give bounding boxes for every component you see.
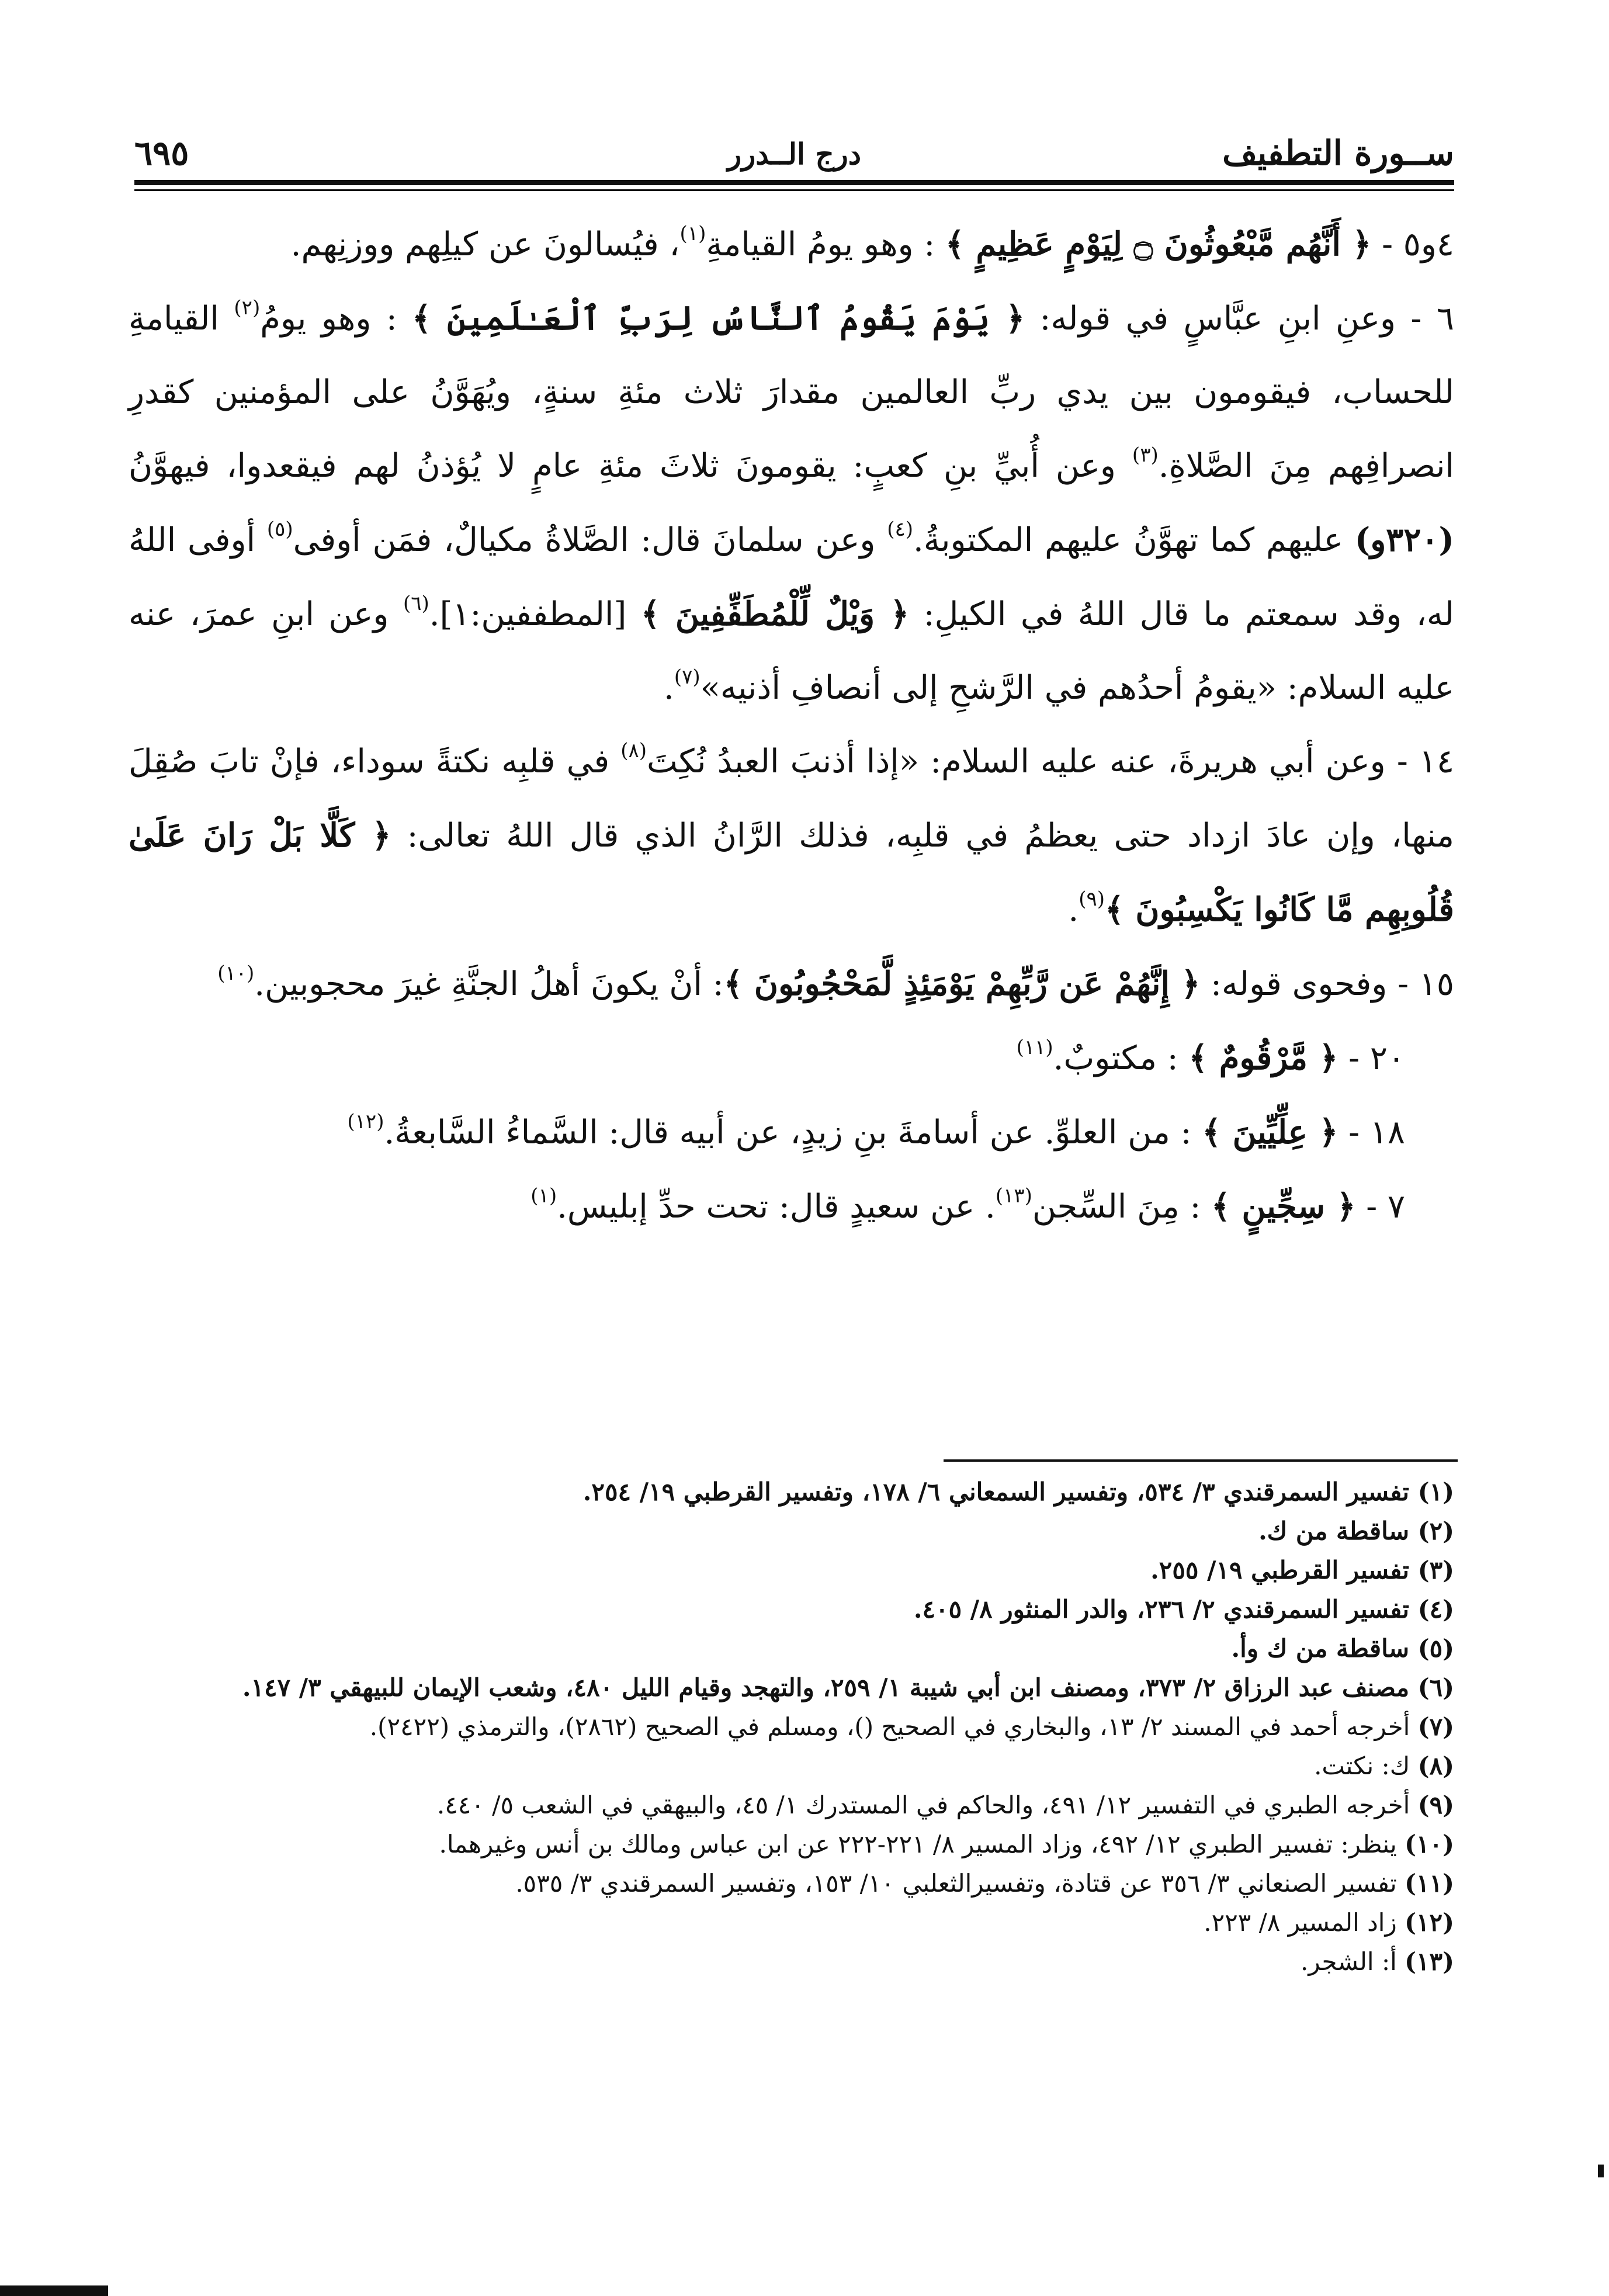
- text: : أنْ يكونَ أهلُ الجنَّةِ غيرَ محجوبين.: [254, 965, 724, 1003]
- text: وعن سلمانَ قال: الصَّلاةُ مكيالٌ، فمَن أوفى: [293, 521, 887, 559]
- footnote-ref: (٧): [674, 665, 701, 689]
- text: أوفى اللهُ له، وقد سمعتم ما قال اللهُ في الكيلِ:: [129, 521, 1454, 633]
- surah-title: ســورة التطفيف: [1222, 133, 1454, 173]
- verse-number: ١٤ -: [1385, 743, 1455, 781]
- quran-quote: ﴿ وَيْلٌ لِّلْمُطَفِّفِينَ ﴾: [640, 595, 910, 633]
- footnote-ref: (٣): [1132, 443, 1159, 467]
- paragraph-7: [129, 1170, 1454, 1244]
- footnotes: [129, 1472, 1454, 1981]
- text: عليهم كما تهوَّنُ عليهم المكتوبةُ.: [913, 521, 1355, 559]
- text: : من العلوِّ. عن أسامةَ بنِ زيدٍ، عن أبيه قال: السَّماءُ السَّابعةُ.: [384, 1114, 1202, 1152]
- text: وعن أُبيِّ بنِ كعبٍ: يقومونَ ثلاثَ مئةِ عامٍ لا يُؤذنُ لهم فيقعدوا، فيهوَّنُ: [129, 447, 1132, 485]
- text: : وهو يومُ: [260, 300, 412, 338]
- text: : مِنَ السِّجن: [1032, 1188, 1212, 1226]
- footnote-text: أ: الشجر.: [1301, 1947, 1405, 1976]
- footnote-number: (٦): [1417, 1673, 1454, 1702]
- text: وعنِ ابنِ عبَّاسٍ في قوله:: [1025, 300, 1396, 338]
- header-rule-thick: [134, 180, 1454, 185]
- footnote-number: (١): [1417, 1478, 1454, 1506]
- text: . عن سعيدٍ قال: تحت حدِّ إبليس.: [557, 1188, 996, 1226]
- text: القيامةِ للحساب، فيقومون بين يدي ربِّ العالمين مقدارَ ثلاث مئةِ سنةٍ، ويُهَوَّنُ على المؤمنين كقدرِ انصرافِهم مِنَ الصَّلاةِ.: [129, 300, 1454, 485]
- footnote-number: (٣): [1417, 1556, 1454, 1584]
- text: .: [1068, 891, 1079, 929]
- footnote-text: تفسير القرطبي ١٩/ ٢٥٥.: [1150, 1556, 1418, 1584]
- footnote-ref: (١٢): [347, 1110, 384, 1133]
- footnote-item: [129, 1472, 1454, 1511]
- footnote-ref: (٦): [403, 592, 429, 615]
- footnote-number: (٨): [1417, 1752, 1454, 1780]
- footnote-item: [129, 1551, 1454, 1590]
- quran-quote: ﴿ إِنَّهُمْ عَن رَّبِّهِمْ يَوْمَئِذٍ لَّمَحْجُوبُونَ ﴾: [723, 965, 1201, 1003]
- footnote-number: (٤): [1417, 1595, 1454, 1624]
- verse-number: ٦ -: [1396, 300, 1454, 338]
- text: وعن أبي هريرةَ، عنه عليه السلام: «إذا أذنبَ العبدُ نُكِتَ: [647, 743, 1386, 781]
- quran-quote: ﴿ يَوْمَ يَقُومُ ٱلنَّاسُ لِرَبِّ ٱلْعَـٰلَمِينَ ﴾: [412, 299, 1025, 338]
- verse-number: ٤و٥ -: [1371, 226, 1454, 263]
- footnote-item: [129, 1511, 1454, 1551]
- footnote-number: (١٠): [1405, 1830, 1454, 1858]
- footnote-item: [129, 1785, 1454, 1825]
- book-title: درج الــدرر: [727, 137, 862, 171]
- footnote-ref: (٥): [266, 518, 293, 541]
- text: وعن ابنِ عمرَ، عنه عليه السلام: «يقومُ أحدُهم في الرَّشحِ إلى أنصافِ أذنيه»: [129, 595, 1454, 707]
- paragraph-6: [129, 1095, 1454, 1170]
- verse-number: ١٥ -: [1387, 965, 1454, 1003]
- quran-quote: ﴿ أَنَّهُم مَّبْعُوثُونَ ۝ لِيَوْمٍ عَظِيمٍ ﴾: [945, 225, 1372, 263]
- quran-quote: ﴿ سِجِّينٍ ﴾: [1211, 1187, 1356, 1226]
- footnote-item: [129, 1668, 1454, 1707]
- footnote-text: أخرجه الطبري في التفسير ١٢/ ٤٩١، والحاكم في المستدرك ١/ ٤٥، والبيهقي في الشعب ٥/ ٤٤٠.: [436, 1791, 1418, 1819]
- footnote-number: (٥): [1417, 1634, 1454, 1663]
- verse-number: ١٨ -: [1338, 1114, 1405, 1152]
- paragraph-5: [129, 1021, 1454, 1095]
- footnote-item: [129, 1825, 1454, 1864]
- footnote-number: (١٣): [1405, 1947, 1454, 1976]
- footnote-text: مصنف عبد الرزاق ٢/ ٣٧٣، ومصنف ابن أبي شيبة ١/ ٢٥٩، والتهجد وقيام الليل ٤٨٠، وشعب الإيمان للبيهقي ٣/ ١٤٧.: [242, 1673, 1418, 1702]
- text: ، فيُسالونَ عن كيلِهم ووزنِهم.: [290, 226, 680, 263]
- footnote-ref: (٢): [234, 296, 261, 320]
- footnote-text: ك: نكتت.: [1314, 1752, 1418, 1780]
- footnote-ref: (١): [530, 1184, 557, 1208]
- footnote-item: [129, 1903, 1454, 1942]
- footnote-ref: (٩): [1079, 887, 1105, 911]
- footnote-text: تفسير السمرقندي ٢/ ٢٣٦، والدر المنثور ٨/ ٤٠٥.: [913, 1595, 1418, 1624]
- footnote-text: ساقطة من ك.: [1258, 1517, 1418, 1545]
- footnote-text: زاد المسير ٨/ ٢٢٣.: [1204, 1908, 1405, 1937]
- footnote-item: [129, 1629, 1454, 1668]
- text: : مكتوبٌ.: [1053, 1039, 1189, 1077]
- footnote-text: ساقطة من ك وأ.: [1231, 1634, 1418, 1663]
- page-number: ٦٩٥: [134, 133, 189, 173]
- paragraph-4: [129, 947, 1454, 1021]
- footnote-item: [129, 1864, 1454, 1903]
- quran-quote: ﴿ عِلِّيِّينَ ﴾: [1202, 1113, 1338, 1152]
- footnote-ref: (١١): [1016, 1036, 1053, 1059]
- paragraph-2: [129, 282, 1454, 725]
- footnote-text: تفسير السمرقندي ٣/ ٥٣٤، وتفسير السمعاني ٦/ ١٧٨، وتفسير القرطبي ١٩/ ٢٥٤.: [582, 1478, 1418, 1506]
- text: : وهو يومُ القيامةِ: [706, 226, 946, 263]
- folio-marker: (٣٢٠و): [1354, 521, 1454, 559]
- footnote-item: [129, 1942, 1454, 1981]
- verse-number: ٧ -: [1355, 1188, 1405, 1226]
- text: [المطففين:١].: [429, 595, 641, 633]
- scan-mark: [1598, 2165, 1604, 2177]
- footnote-text: ينظر: تفسير الطبري ١٢/ ٤٩٢، وزاد المسير ٨/ ٢٢١-٢٢٢ عن ابن عباس ومالك بن أنس وغيرهما.: [439, 1830, 1405, 1858]
- running-header: [134, 133, 1454, 174]
- scan-mark: [0, 2285, 108, 2296]
- footnote-ref: (٤): [887, 518, 914, 541]
- footnote-number: (١٢): [1405, 1908, 1454, 1937]
- header-rule-thin: [134, 189, 1454, 191]
- footnote-text: أخرجه أحمد في المسند ٢/ ١٣، والبخاري في الصحيح ()، ومسلم في الصحيح (٢٨٦٢)، والترمذي (٢٤٢٢).: [369, 1712, 1418, 1741]
- paragraph-3: [129, 725, 1454, 947]
- footnote-text: تفسير الصنعاني ٣/ ٣٥٦ عن قتادة، وتفسيرالثعلبي ١٠/ ١٥٣، وتفسير السمرقندي ٣/ ٥٣٥.: [515, 1869, 1405, 1898]
- footnote-item: [129, 1707, 1454, 1746]
- footnote-number: (٩): [1417, 1791, 1454, 1819]
- footnote-ref: (١٠): [217, 962, 255, 985]
- footnote-number: (٢): [1417, 1517, 1454, 1545]
- footnote-ref: (٨): [620, 739, 647, 762]
- quran-quote: ﴿ مَّرْقُومٌ ﴾: [1188, 1039, 1338, 1077]
- text: في قلبِه نكتةً سوداء، فإنْ تابَ صُقِلَ منها، وإن عادَ ازداد حتى يعظمُ في قلبِه، فذلك الرَّانُ الذي قال اللهُ تعالى:: [129, 743, 1454, 855]
- footnote-number: (٧): [1417, 1712, 1454, 1741]
- main-text: [129, 207, 1454, 1244]
- footnote-item: [129, 1746, 1454, 1785]
- quran-quote: ﴿ كَلَّا بَلْ رَانَ عَلَىٰ قُلُوبِهِم مَّا كَانُوا يَكْسِبُونَ ﴾: [129, 816, 1454, 929]
- text: وفحوى قوله:: [1200, 965, 1388, 1003]
- footnote-number: (١١): [1405, 1869, 1454, 1898]
- footnote-ref: (١٣): [995, 1184, 1032, 1208]
- text: .: [664, 669, 674, 707]
- verse-number: ٢٠ -: [1338, 1039, 1405, 1077]
- footnote-item: [129, 1590, 1454, 1629]
- footnote-separator: [944, 1459, 1458, 1462]
- paragraph-1: [129, 207, 1454, 282]
- footnote-ref: (١): [679, 222, 706, 245]
